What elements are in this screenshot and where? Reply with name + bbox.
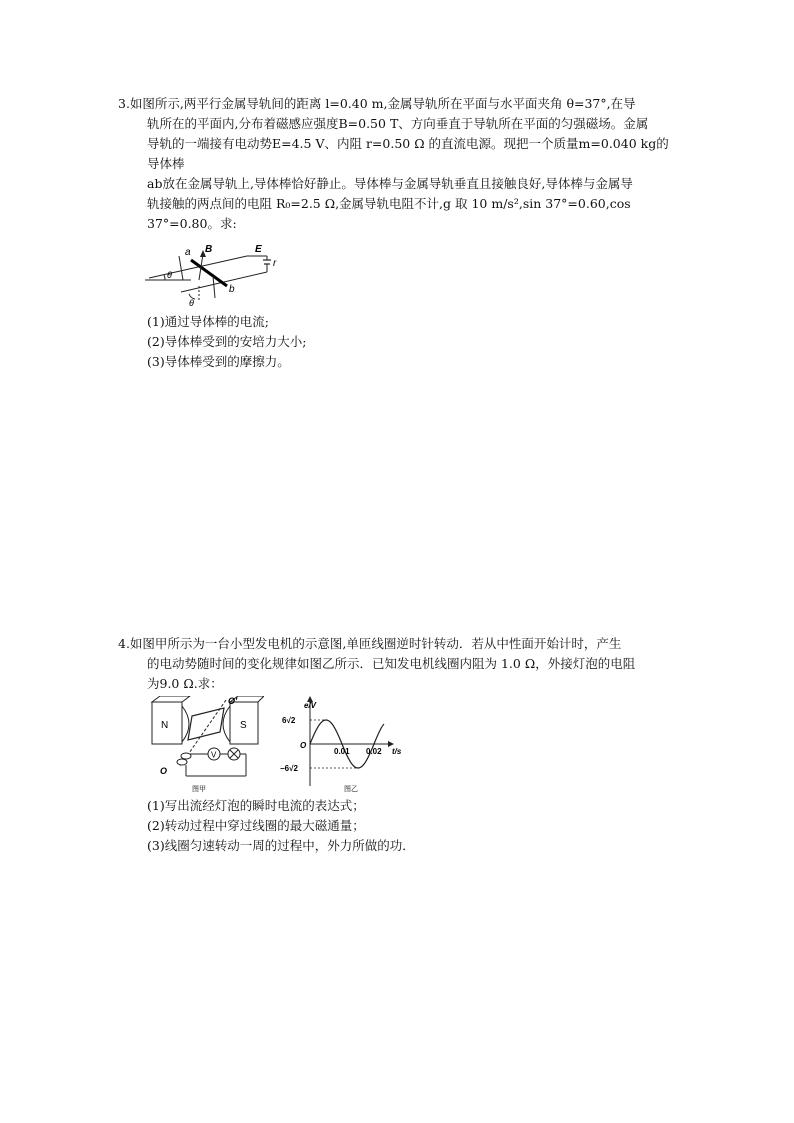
tick-line-2 bbox=[213, 276, 215, 298]
q4-line-1: 4.如图甲所示为一台小型发电机的示意图,单匝线圈逆时针转动．若从中性面开始计时，产生 bbox=[118, 636, 622, 651]
pole-face-N bbox=[182, 706, 189, 742]
label-S: S bbox=[240, 720, 247, 731]
label-theta-2: θ bbox=[189, 298, 194, 308]
label-O: O bbox=[160, 766, 168, 776]
q3-line-3: 导轨的一端接有电动势E=4.5 V、内阻 r=0.50 Ω 的直流电源。现把一个质量m=0.040 kg的 bbox=[147, 136, 669, 151]
q3-line-7: 37°=0.80。求: bbox=[147, 216, 237, 231]
label-a: a bbox=[185, 247, 191, 258]
label-theta-1: θ bbox=[167, 270, 172, 280]
coil bbox=[188, 708, 224, 740]
label-N: N bbox=[161, 720, 169, 731]
ytick-positive: 6√2 bbox=[282, 716, 296, 725]
x-axis-label: t/s bbox=[392, 747, 402, 756]
q4-line-2: 的电动势随时间的变化规律如图乙所示．已知发电机线圈内阻为 1.0 Ω，外接灯泡的电阻 bbox=[147, 656, 636, 671]
q4-subquestion-2: (2)转动过程中穿过线圈的最大磁通量； bbox=[147, 818, 365, 833]
q3-rail-figure bbox=[143, 236, 283, 308]
magnet-N-top bbox=[152, 696, 190, 702]
q4-subquestion-1: (1)写出流经灯泡的瞬时电流的表达式； bbox=[147, 798, 365, 813]
caption-fig-a: 图甲 bbox=[192, 786, 206, 793]
y-axis-label: e/V bbox=[304, 701, 317, 710]
q3-line-2: 轨所在的平面内,分布着磁感应强度B=0.50 T、方向垂直于导轨所在平面的匀强磁场。金属 bbox=[147, 116, 649, 131]
generator-figure bbox=[146, 696, 264, 794]
q4-line-3: 为9.0 Ω.求： bbox=[147, 676, 223, 691]
q3-line-5: ab放在金属导轨上,导体棒恰好静止。导体棒与金属导轨垂直且接触良好,导体棒与金属导 bbox=[147, 176, 633, 191]
label-b: b bbox=[229, 284, 235, 295]
slip-ring-1 bbox=[181, 753, 191, 759]
q3-subquestion-1: (1)通过导体棒的电流; bbox=[147, 314, 269, 329]
conductor-rod bbox=[191, 260, 227, 286]
label-B: B bbox=[205, 244, 213, 255]
xtick-1: 0.01 bbox=[334, 747, 350, 756]
xtick-2: 0.02 bbox=[366, 747, 382, 756]
pole-face-S bbox=[223, 706, 230, 742]
voltmeter-label: V bbox=[211, 750, 217, 760]
question-4 bbox=[118, 634, 700, 856]
q3-line-6: 轨接触的两点间的电阻 R₀=2.5 Ω,金属导轨电阻不计,g 取 10 m/s²,sin 37°=0.60,cos bbox=[147, 196, 631, 211]
q3-subquestion-2: (2)导体棒受到的安培力大小; bbox=[147, 334, 307, 349]
label-O-prime: O′ bbox=[228, 696, 238, 706]
q3-line-1: 3.如图所示,两平行金属导轨间的距离 l=0.40 m,金属导轨所在平面与水平面夹角 θ=37°,在导 bbox=[118, 96, 636, 111]
label-E: E bbox=[255, 244, 262, 255]
upper-rail bbox=[149, 256, 247, 278]
question-3 bbox=[118, 94, 700, 372]
q3-subquestion-3: (3)导体棒受到的摩擦力。 bbox=[147, 354, 290, 369]
q4-subquestion-3: (3)线圈匀速转动一周的过程中，外力所做的功． bbox=[147, 838, 415, 853]
slip-ring-2 bbox=[177, 759, 187, 765]
q3-line-4: 导体棒 bbox=[147, 156, 185, 171]
angle-arc-1 bbox=[164, 275, 165, 280]
emf-time-graph bbox=[278, 696, 408, 794]
origin-label: O bbox=[300, 741, 307, 750]
label-r: r bbox=[273, 258, 277, 269]
caption-fig-b: 图乙 bbox=[344, 786, 358, 793]
tick-line-1 bbox=[179, 256, 183, 280]
ytick-negative: −6√2 bbox=[280, 764, 298, 773]
